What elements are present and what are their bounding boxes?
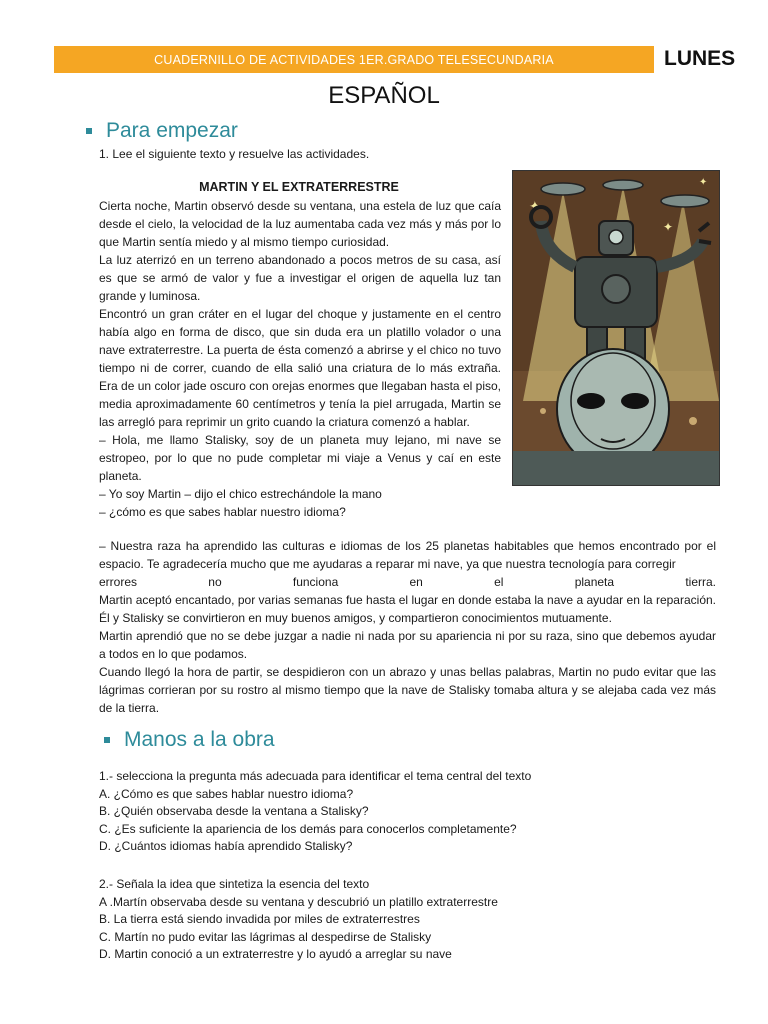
story-title: MARTIN Y EL EXTRATERRESTRE	[199, 180, 399, 194]
header-band	[54, 46, 654, 73]
answer-option[interactable]: A. ¿Cómo es que sabes hablar nuestro idioma?	[99, 786, 354, 801]
answer-option[interactable]: A .Martín observaba desde su ventana y descubrió un platillo extraterrestre	[99, 894, 498, 909]
answer-option[interactable]: C. ¿Es suficiente la apariencia de los demás para conocerlos completamente?	[99, 821, 517, 836]
section-heading-text: Para empezar	[106, 119, 238, 142]
story-fullwidth	[99, 537, 716, 717]
instruction-text: 1. Lee el siguiente texto y resuelve las actividades.	[99, 147, 370, 161]
bullet-square-icon	[86, 128, 92, 134]
day-label: LUNES	[664, 47, 736, 70]
story-paragraph-line: errores no funciona en el planeta tierra.	[99, 575, 716, 589]
question-prompt: 1.- selecciona la pregunta más adecuada para identificar el tema central del texto	[99, 769, 532, 783]
svg-text:✦: ✦	[663, 220, 674, 234]
section-heading-manos-a-la-obra	[104, 728, 275, 752]
answer-option[interactable]: D. Martin conoció a un extraterrestre y lo ayudó a arreglar su nave	[99, 947, 452, 961]
story-paragraph: Encontró un gran cráter en el lugar del choque y justamente en el centro había algo en forma de disco, que sin duda era un platillo volador o una nave extraterrestre. La puerta de ésta comenzó a abrirse y el chico no tuvo tiempo ni de correr, cuando de ella salió una criatura de lo más extraña. Era de un color jade oscuro con orejas enormes que llegaban hasta el piso, media aproximadamente 60 centímetros y tenía la piel arrugada, Martin se las arregló para reprimir un grito cuando la criatura comenzó a hablar.	[99, 307, 501, 429]
subject-title: ESPAÑOL	[328, 82, 440, 109]
story-paragraph: Martin aprendió que no se debe juzgar a nadie ni nada por su apariencia ni por su raza, sino que debemos ayudar a todos en lo que podamos.	[99, 629, 716, 661]
question-1	[99, 768, 699, 856]
section-heading-para-empezar	[86, 119, 238, 143]
header-title: CUADERNILLO DE ACTIVIDADES 1ER.GRADO TELESECUNDARIA	[154, 52, 554, 67]
question-2	[99, 876, 699, 964]
answer-option[interactable]: B. La tierra está siendo invadida por miles de extraterrestres	[99, 912, 420, 926]
story-paragraph: La luz aterrizó en un terreno abandonado a pocos metros de su casa, así es que se armó de valor y fue a investigar el origen de aquella luz tan grande y luminosa.	[99, 253, 501, 303]
answer-option[interactable]: C. Martín no pudo evitar las lágrimas al despedirse de Stalisky	[99, 929, 432, 944]
story-paragraph: – Yo soy Martin – dijo el chico estrechándole la mano	[99, 487, 382, 501]
alien-robot-illustration	[512, 170, 720, 486]
story-paragraph: – Nuestra raza ha aprendido las culturas e idiomas de los 25 planetas habitables que hemos encontrado por el espacio. Te agradecería mucho que me ayudaras a reparar mi nave, ya que nuestra tecnología para corregir	[99, 539, 716, 571]
section-heading-text: Manos a la obra	[124, 728, 275, 751]
svg-text:✦: ✦	[699, 177, 708, 188]
story-paragraph: – ¿cómo es que sabes hablar nuestro idioma?	[99, 505, 346, 519]
bullet-square-icon	[104, 737, 110, 743]
answer-option[interactable]: B. ¿Quién observaba desde la ventana a Stalisky?	[99, 804, 369, 818]
question-prompt: 2.- Señala la idea que sintetiza la esencia del texto	[99, 877, 370, 891]
story-paragraph: – Hola, me llamo Stalisky, soy de un planeta muy lejano, mi nave se estropeo, por lo que no pude completar mi viaje a Venus y caí en este planeta.	[99, 433, 501, 483]
story-paragraph: Martin aceptó encantado, por varias semanas fue hasta el lugar en donde estaba la nave a ayudar en la reparación. Él y Stalisky se convirtieron en muy buenos amigos, y compartieron conocimientos mutuamente.	[99, 593, 716, 625]
story-paragraph: Cuando llegó la hora de partir, se despidieron con un abrazo y unas bellas palabras, Martin no pudo evitar que las lágrimas corrieran por su rostro al mismo tiempo que la nave de Stalisky tomaba altura y se alejaba cada vez más de la tierra.	[99, 665, 716, 715]
story-paragraph: Cierta noche, Martin observó desde su ventana, una estela de luz que caía desde el cielo, la velocidad de la luz aumentaba cada vez más y más por lo que Martin sentía miedo y al mismo tiempo curiosidad.	[99, 199, 501, 249]
story-column	[99, 197, 501, 521]
answer-option[interactable]: D. ¿Cuántos idiomas había aprendido Stalisky?	[99, 839, 353, 853]
svg-text:✦: ✦	[529, 198, 541, 214]
